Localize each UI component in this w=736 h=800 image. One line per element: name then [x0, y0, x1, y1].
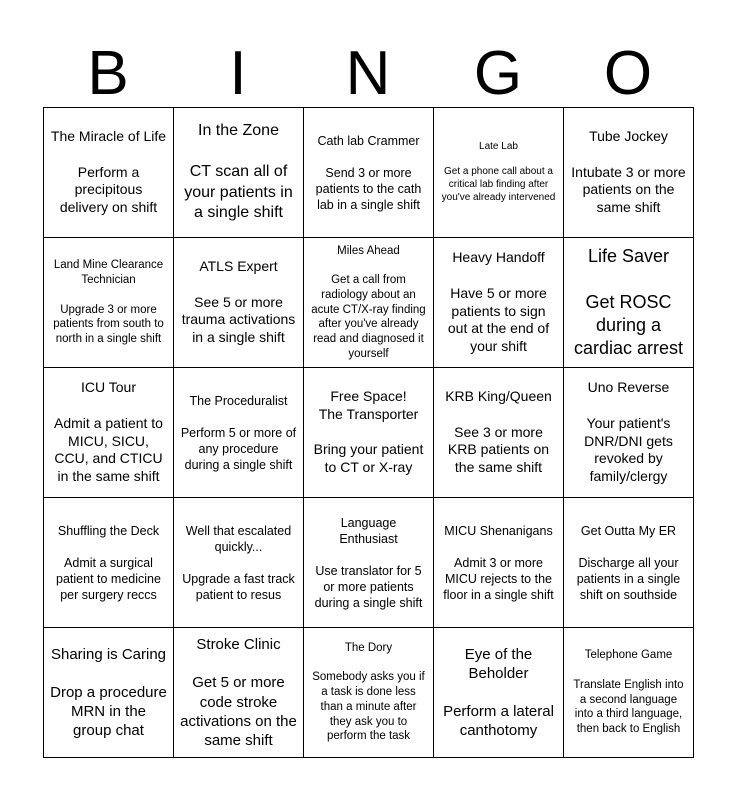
cell-text: Sharing is Caring Drop a procedure MRN in the group chat [50, 645, 167, 740]
bingo-cell[interactable] [174, 628, 304, 758]
bingo-cell[interactable] [44, 368, 174, 498]
bingo-header [43, 40, 693, 108]
cell-text: Eye of the Beholder Perform a lateral canthotomy [443, 645, 554, 740]
cell-text: Free Space! The Transporter Bring your patient to CT or X-ray [313, 387, 424, 476]
bingo-cell[interactable] [564, 498, 694, 628]
cell-text: Tube Jockey Intubate 3 or more patients on the same shift [571, 127, 686, 216]
bingo-cell[interactable] [564, 628, 694, 758]
bingo-cell[interactable] [174, 498, 304, 628]
bingo-cell[interactable] [564, 108, 694, 238]
bingo-row [44, 368, 694, 498]
bingo-cell[interactable] [434, 238, 564, 368]
bingo-cell[interactable] [304, 238, 434, 368]
cell-text: The Dory Somebody asks you if a task is done less than a minute after they ask you to perform the task [312, 641, 425, 743]
header-letter-o: O [603, 39, 653, 108]
cell-text: Telephone Game Translate English into a second language into a third language, then back to English [573, 649, 684, 735]
bingo-cell[interactable] [174, 368, 304, 498]
header-letter-n: N [345, 39, 391, 108]
bingo-row [44, 628, 694, 758]
free-space-cell[interactable] [304, 368, 434, 498]
bingo-cell[interactable] [564, 238, 694, 368]
cell-text: Get Outta My ER Discharge all your patients in a single shift on southside [576, 523, 681, 602]
cell-text: In the Zone CT scan all of your patients in a single shift [184, 122, 293, 222]
bingo-cell[interactable] [304, 498, 434, 628]
bingo-cell[interactable] [304, 628, 434, 758]
cell-text: Stroke Clinic Get 5 or more code stroke activations on the same shift [180, 635, 297, 749]
bingo-row [44, 108, 694, 238]
bingo-cell[interactable] [44, 628, 174, 758]
cell-text: Land Mine Clearance Technician Upgrade 3 or more patients from south to north in a single shift [53, 259, 164, 345]
cell-text: KRB King/Queen See 3 or more KRB patients on the same shift [445, 387, 552, 476]
cell-text: ICU Tour Admit a patient to MICU, SICU, CCU, and CTICU in the same shift [54, 378, 163, 485]
bingo-cell[interactable] [174, 108, 304, 238]
cell-text: Shuffling the Deck Admit a surgical patient to medicine per surgery reccs [56, 523, 161, 602]
cell-text: The Proceduralist Perform 5 or more of any procedure during a single shift [180, 393, 297, 472]
bingo-cell[interactable] [564, 368, 694, 498]
bingo-cell[interactable] [434, 368, 564, 498]
cell-text: Well that escalated quickly... Upgrade a fast track patient to resus [182, 523, 295, 602]
cell-text: Uno Reverse Your patient's DNR/DNI gets revoked by family/clergy [584, 378, 673, 485]
bingo-cell[interactable] [434, 108, 564, 238]
bingo-cell[interactable] [44, 498, 174, 628]
cell-text: ATLS Expert See 5 or more trauma activations in a single shift [181, 257, 296, 346]
header-letter-i: I [229, 39, 247, 108]
cell-text: Late Lab Get a phone call about a critical lab finding after you've already intervened [441, 140, 556, 203]
bingo-cell[interactable] [44, 238, 174, 368]
bingo-row [44, 238, 694, 368]
cell-text: Cath lab Crammer Send 3 or more patients to the cath lab in a single shift [315, 133, 422, 212]
bingo-cell[interactable] [434, 498, 564, 628]
bingo-cell[interactable] [44, 108, 174, 238]
bingo-row [44, 498, 694, 628]
cell-text: The Miracle of Life Perform a precipitous delivery on shift [50, 127, 167, 216]
cell-text: Life Saver Get ROSC during a cardiac arrest [573, 245, 684, 359]
cell-text: Language Enthusiast Use translator for 5 or more patients during a single shift [314, 515, 423, 610]
cell-text: MICU Shenanigans Admit 3 or more MICU rejects to the floor in a single shift [443, 523, 554, 602]
header-letter-b: B [87, 39, 129, 108]
bingo-cell[interactable] [304, 108, 434, 238]
bingo-cell[interactable] [434, 628, 564, 758]
cell-text: Heavy Handoff Have 5 or more patients to sign out at the end of your shift [447, 248, 550, 355]
bingo-grid [43, 107, 694, 758]
bingo-cell[interactable] [174, 238, 304, 368]
cell-text: Miles Ahead Get a call from radiology about an acute CT/X-ray finding after you've already read and diagnosed it yourself [311, 244, 426, 360]
header-letter-g: G [473, 39, 523, 108]
